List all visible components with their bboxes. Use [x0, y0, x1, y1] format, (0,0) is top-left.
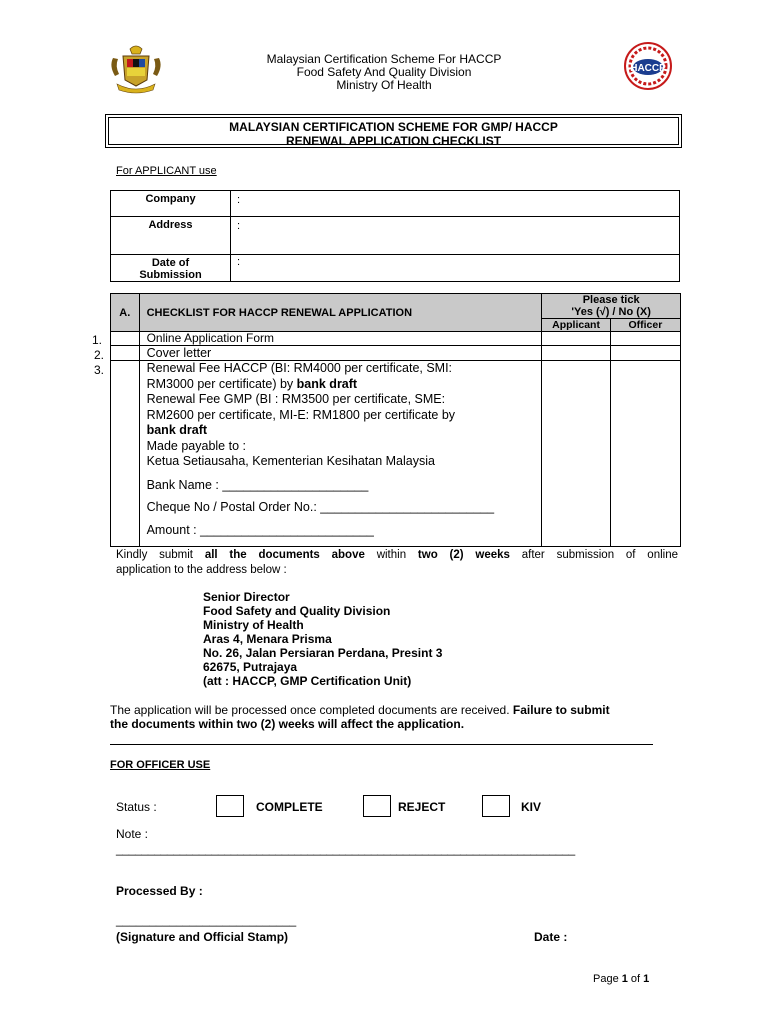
checklist-table: [110, 293, 681, 547]
processed-by-label: Processed By :: [116, 884, 203, 898]
item-3-bank-draft-1: bank draft: [296, 376, 358, 391]
item-num-3: 3.: [94, 363, 105, 377]
applicant-use-label: For APPLICANT use: [116, 165, 217, 177]
item-2-officer-tick[interactable]: [610, 346, 680, 361]
item-2-text: Cover letter: [139, 346, 542, 361]
address-line-4: Aras 4, Menara Prisma: [203, 632, 332, 646]
reject-checkbox[interactable]: [363, 795, 391, 817]
address-colon: :: [237, 220, 241, 232]
item-1-text: Online Application Form: [139, 332, 542, 346]
header-line-2: Food Safety And Quality Division: [296, 65, 472, 79]
date-submission-label: [111, 255, 231, 282]
instruction-text-3: after submission of online: [509, 549, 679, 561]
kiv-label: KIV: [521, 800, 542, 814]
form-title-box: [105, 114, 682, 148]
processing-note-line-1: [110, 703, 680, 717]
item-2-applicant-tick[interactable]: [542, 346, 611, 361]
instruction-text-1: Kindly submit: [116, 549, 205, 561]
item-3-line-2-text: RM3000 per certificate) by: [146, 376, 297, 391]
item-3-num-cell: [111, 361, 140, 547]
applicant-info-table: [110, 190, 680, 282]
item-1-applicant-tick[interactable]: [542, 332, 611, 346]
instruction-text-2: within: [364, 549, 418, 561]
item-3-line-2: [147, 377, 542, 393]
please-tick-line-1: Please tick: [582, 294, 640, 306]
kiv-checkbox[interactable]: [482, 795, 510, 817]
processing-note-bold-1: Failure to submit: [512, 703, 610, 717]
item-1-officer-tick[interactable]: [610, 332, 680, 346]
address-line-7: (att : HACCP, GMP Certification Unit): [203, 674, 412, 688]
item-3-bank-draft-2: bank draft: [146, 423, 208, 437]
address-line-1: Senior Director: [203, 590, 290, 604]
reject-label: REJECT: [398, 800, 446, 814]
item-3-payee: Ketua Setiausaha, Kementerian Kesihatan Malaysia: [146, 454, 435, 468]
item-3-line-1: Renewal Fee HACCP (BI: RM4000 per certificate, SMI:: [146, 361, 453, 375]
page-total: 1: [643, 973, 650, 985]
item-3-applicant-tick[interactable]: [542, 361, 611, 547]
amount-field[interactable]: Amount : _________________________: [146, 522, 374, 537]
header-line-3: Ministry Of Health: [336, 78, 432, 92]
officer-use-label: FOR OFFICER USE: [110, 759, 211, 771]
item-1-num-cell: [111, 332, 140, 346]
date-label: Date :: [534, 930, 568, 944]
company-colon: :: [237, 194, 241, 206]
haccp-logo: [624, 42, 672, 90]
page-number: 1: [621, 973, 628, 985]
complete-checkbox[interactable]: [216, 795, 244, 817]
date-submission-field[interactable]: [231, 255, 680, 282]
date-label-line-1: Date of: [151, 257, 190, 269]
date-colon: :: [237, 256, 241, 268]
address-line-3: Ministry of Health: [203, 618, 304, 632]
of-word: of: [627, 973, 644, 985]
address-field[interactable]: [231, 217, 680, 255]
processing-note-line-2: the documents within two (2) weeks will affect the application.: [110, 717, 465, 731]
item-3-payable: Made payable to :: [146, 438, 246, 453]
address-line-6: 62675, Putrajaya: [203, 660, 298, 674]
signature-label: (Signature and Official Stamp): [116, 930, 289, 944]
header-line-1: Malaysian Certification Scheme For HACCP: [266, 52, 502, 66]
item-num-1: 1.: [92, 333, 103, 347]
date-label-line-2: Submission: [139, 269, 202, 281]
address-line-5: No. 26, Jalan Persiaran Perdana, Presint 3: [203, 646, 443, 660]
page-word: Page: [593, 973, 622, 985]
instruction-bold-1: all the documents above: [204, 549, 365, 561]
please-tick-header: [542, 294, 681, 319]
instruction-line-1: [116, 548, 678, 563]
submission-instruction: [116, 548, 678, 578]
item-3-line-4: RM2600 per certificate, MI-E: RM1800 per certificate by: [146, 407, 456, 422]
instruction-line-2: application to the address below :: [116, 564, 287, 576]
please-tick-line-2: 'Yes (√) / No (X): [571, 306, 651, 318]
form-title-line-1: MALAYSIAN CERTIFICATION SCHEME FOR GMP/ HACCP: [229, 120, 558, 134]
processing-note-text: The application will be processed once completed documents are received.: [110, 703, 513, 717]
item-3-line-3: Renewal Fee GMP (BI : RM3500 per certificate, SME:: [146, 392, 446, 406]
haccp-logo-text: HACCP: [630, 63, 666, 74]
item-num-2: 2.: [94, 348, 105, 362]
note-label: Note :: [116, 827, 149, 841]
bank-name-field[interactable]: Bank Name : _____________________: [146, 477, 369, 492]
item-3-text: [139, 361, 542, 547]
item-2-num-cell: [111, 346, 140, 361]
company-label: Company: [111, 191, 231, 217]
note-line[interactable]: ________________________________________________________________________: [116, 842, 575, 856]
mailing-address: [203, 590, 442, 688]
applicant-column-header: Applicant: [542, 319, 611, 332]
checklist-heading: CHECKLIST FOR HACCP RENEWAL APPLICATION: [139, 294, 542, 332]
address-line-2: Food Safety and Quality Division: [203, 604, 391, 618]
instruction-bold-2: two (2) weeks: [417, 549, 510, 561]
company-field[interactable]: [231, 191, 680, 217]
form-title-line-2: RENEWAL APPLICATION CHECKLIST: [285, 134, 502, 148]
cheque-no-field[interactable]: Cheque No / Postal Order No.: _________________________: [146, 500, 495, 514]
complete-label: COMPLETE: [256, 800, 323, 814]
address-label: Address: [111, 217, 231, 255]
section-divider: [110, 744, 653, 745]
section-label: A.: [111, 294, 140, 332]
item-3-officer-tick[interactable]: [610, 361, 680, 547]
officer-column-header: Officer: [610, 319, 680, 332]
page-footer: [593, 973, 649, 985]
status-label: Status :: [116, 800, 157, 814]
processing-note: [110, 703, 680, 731]
signature-line[interactable]: ___________________________: [116, 913, 297, 927]
